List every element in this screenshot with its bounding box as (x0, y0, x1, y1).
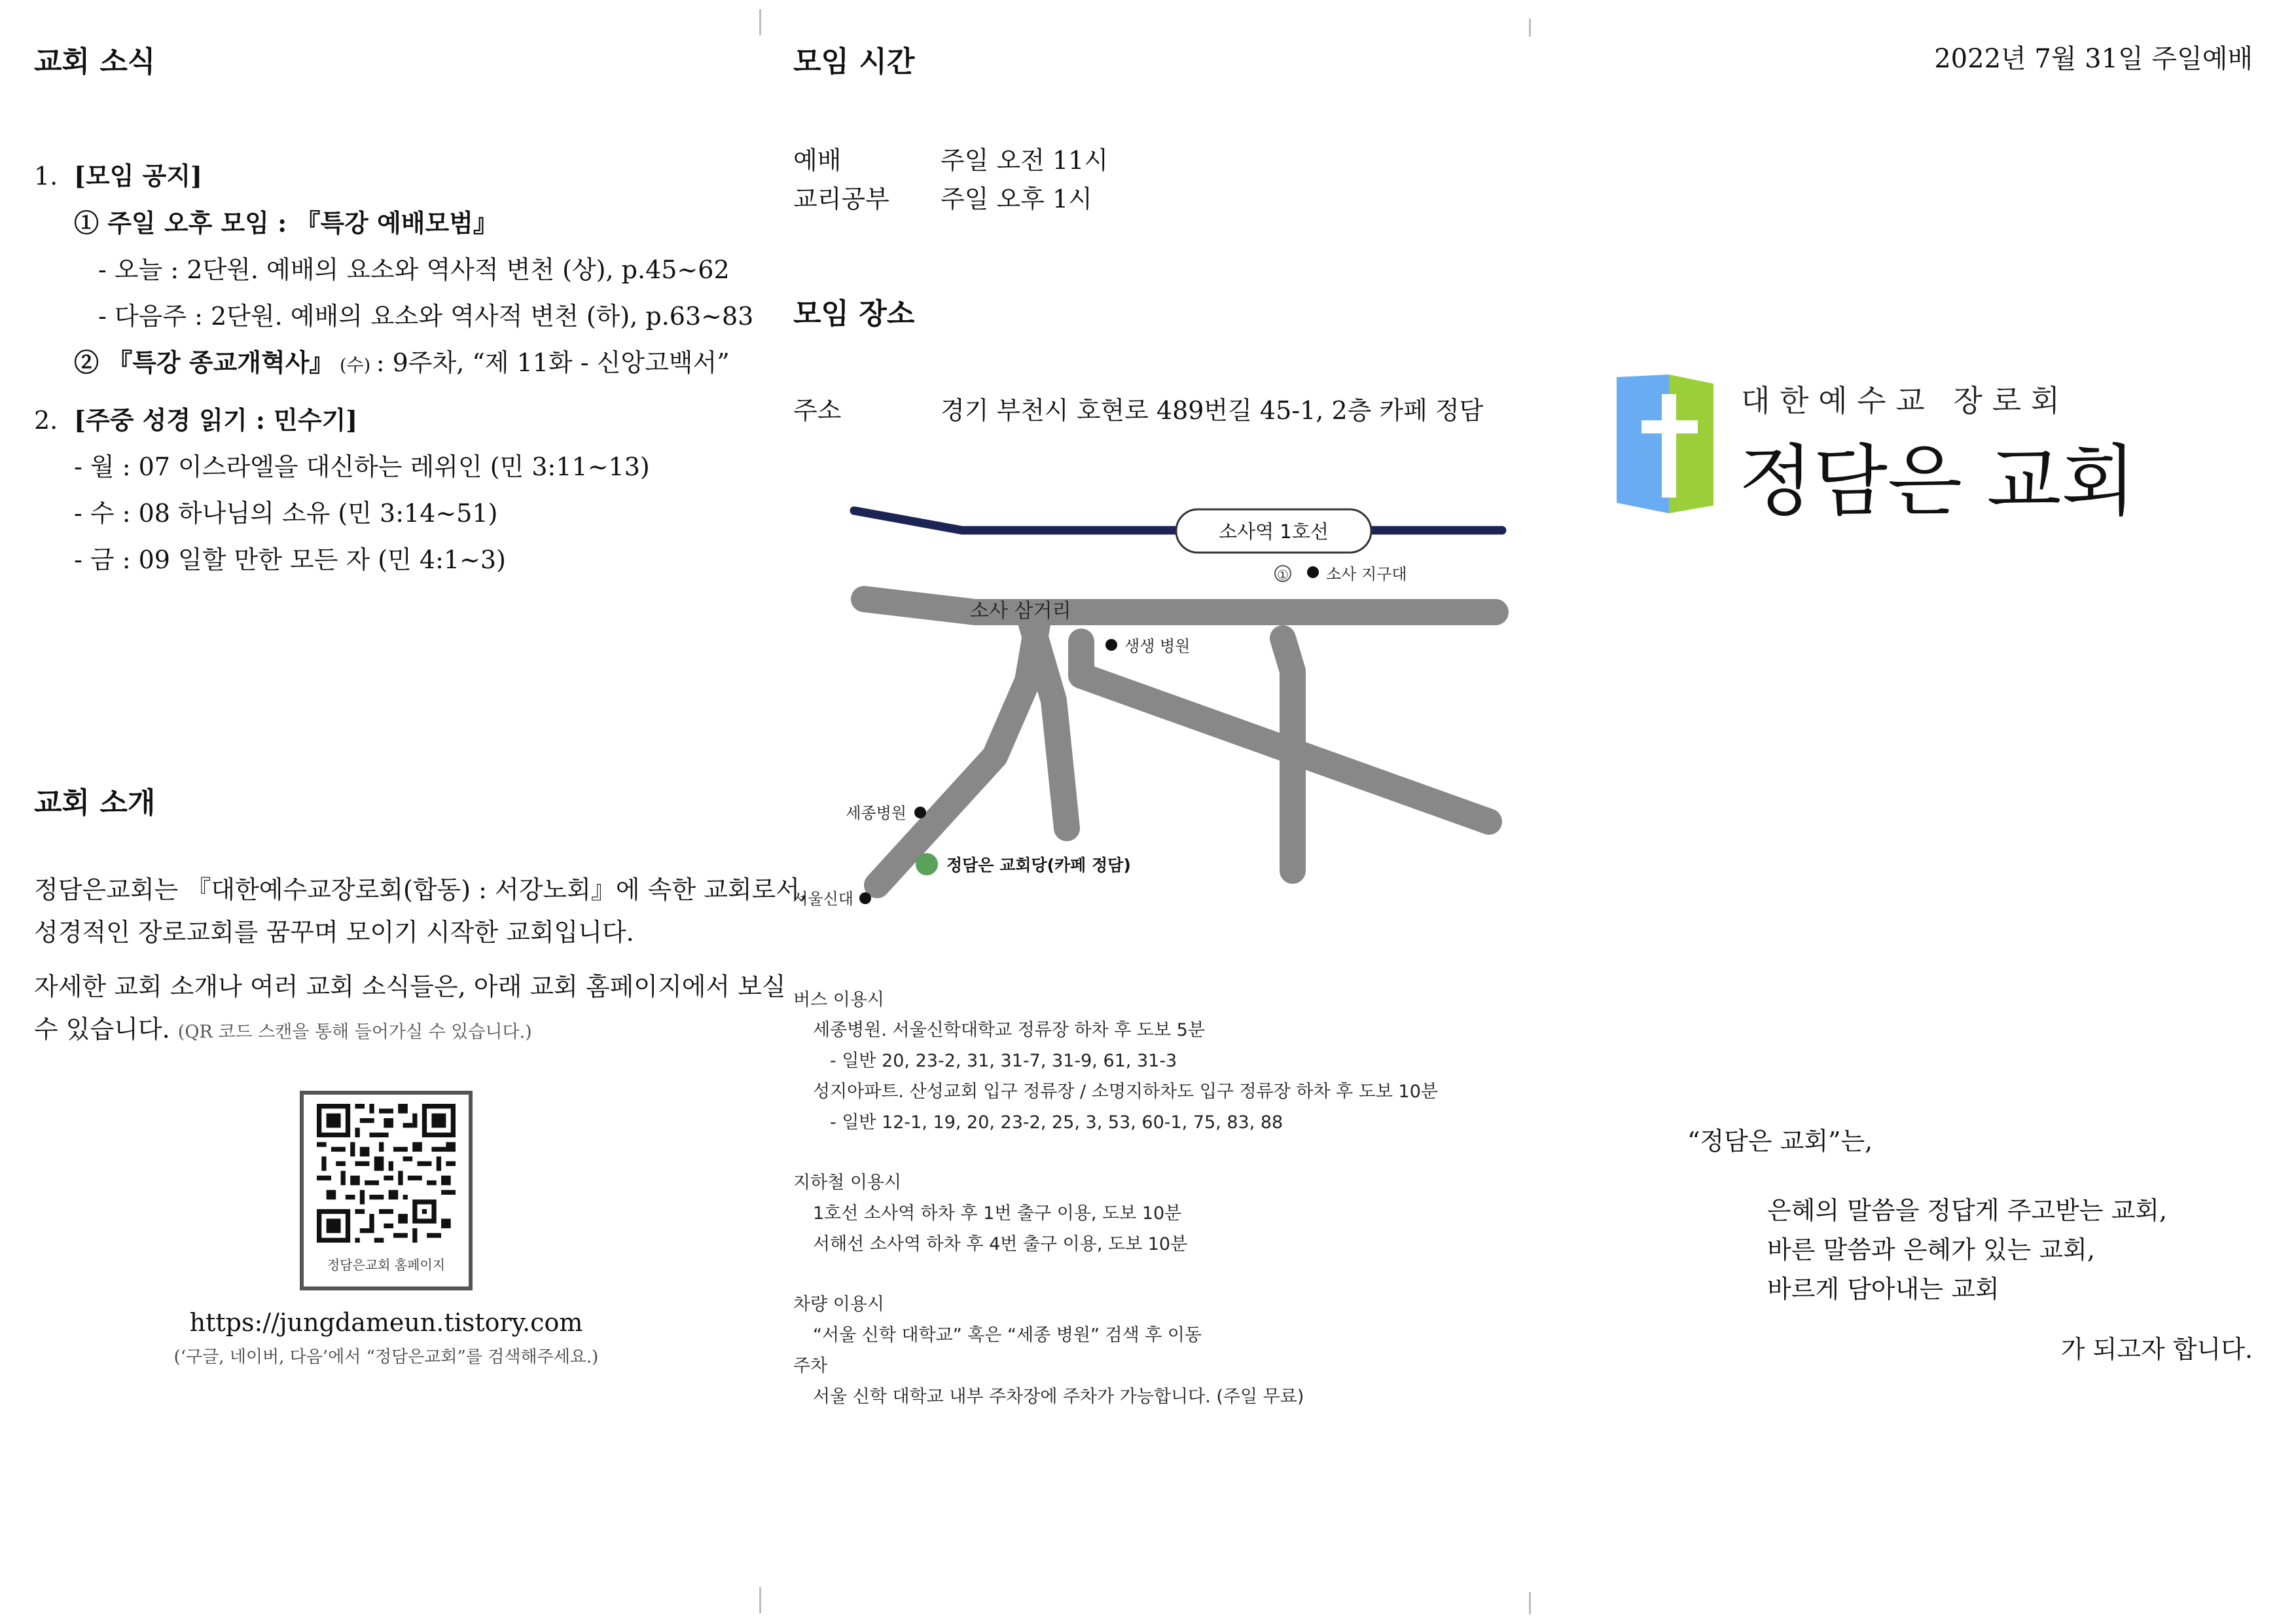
intro-paragraph-1-line-1: 정담은교회는 『대한예수교장로회(합동) : 서강노회』에 속한 교회로서, (34, 875, 808, 904)
worship-time-value: 주일 오전 11시 (941, 146, 1109, 175)
location-map (785, 484, 1538, 917)
catechism-time-label: 교리공부 (793, 185, 889, 213)
news-item-1-sub-1: ① 주일 오후 모임 : 『특강 예배모범』 (74, 208, 498, 238)
church-location-label: 정담은 교회당(카페 정담) (946, 856, 1131, 875)
qr-scan-note: (QR 코드 스캔을 통해 들어가실 수 있습니다.) (177, 1022, 532, 1042)
road-east (1283, 638, 1293, 871)
motto-closing: 가 되고자 합니다. (2060, 1335, 2253, 1364)
worship-time-label: 예배 (793, 146, 842, 175)
seoul-univ-label: 서울신대 (793, 890, 853, 908)
bus-line-1: 세종병원. 서울신학대학교 정류장 하차 후 도보 5분 (813, 1020, 1205, 1040)
hospital-label: 생생 병원 (1124, 637, 1191, 655)
sejong-dot (914, 807, 926, 818)
exit-number-label: ① (1277, 567, 1289, 583)
fold-mark-bottom-2 (1529, 1592, 1531, 1614)
parking-heading: 주차 (793, 1356, 828, 1376)
subway-heading: 지하철 이용시 (793, 1173, 902, 1193)
reformation-lecture-title: ② 『특강 종교개혁사』 (74, 348, 334, 377)
news-item-1-sub-2 (74, 350, 730, 375)
bus-heading: 버스 이용시 (793, 990, 884, 1010)
car-line: “서울 신학 대학교” 혹은 “세종 병원” 검색 후 이동 (813, 1325, 1202, 1345)
church-name: 정담은 교회 (1738, 436, 2136, 526)
catechism-time-value: 주일 오후 1시 (941, 185, 1092, 213)
road-south (1031, 622, 1067, 828)
car-heading: 차량 이용시 (793, 1294, 884, 1315)
bible-reading-friday: - 금 : 09 일할 만한 모든 자 (민 4:1~3) (74, 545, 506, 574)
motto-line-3: 바르게 담아내는 교회 (1767, 1275, 2000, 1304)
bus-line-4: - 일반 12-1, 19, 20, 23-2, 25, 3, 53, 60-1, 75, 83, 88 (830, 1112, 1283, 1133)
police-dot (1307, 566, 1319, 578)
intro-paragraph-1-line-2: 성경적인 장로교회를 꿈꾸며 모이기 시작한 교회입니다. (34, 918, 634, 947)
homepage-search-note: (‘구글, 네이버, 다음’에서 “정담은교회”를 검색해주세요.) (173, 1347, 599, 1367)
news-item-1-title: [모임 공지] (74, 161, 203, 191)
reformation-lecture-detail: : 9주차, “제 11화 - 신앙고백서” (376, 348, 730, 377)
intro-paragraph-2-line-1: 자세한 교회 소개나 여러 교회 소식들은, 아래 교회 홈페이지에서 보실 (34, 972, 786, 1001)
qr-code-frame[interactable] (300, 1091, 473, 1290)
seoul-univ-dot (859, 892, 871, 904)
news-heading: 교회 소식 (34, 45, 156, 79)
cross-logo-icon (1617, 374, 1715, 513)
road-south-west (877, 624, 1037, 885)
road-main (864, 599, 1496, 612)
news-item-2-title: [주중 성경 읽기 : 민수기] (74, 405, 358, 435)
news-item-1-sub-1-next: - 다음주 : 2단원. 예배의 요소와 역사적 변천 (하), p.63~83 (98, 302, 754, 331)
motto-opening: “정담은 교회”는, (1687, 1127, 1873, 1156)
hospital-dot (1105, 639, 1117, 651)
church-location-dot (916, 853, 938, 875)
bible-reading-monday: - 월 : 07 이스라엘을 대신하는 레위인 (민 3:11~13) (74, 452, 650, 481)
intro-heading: 교회 소개 (34, 786, 156, 820)
service-date: 2022년 7월 31일 주일예배 (1934, 44, 2253, 74)
news-item-1-sub-1-today: - 오늘 : 2단원. 예배의 요소와 역사적 변천 (상), p.45~62 (98, 255, 730, 284)
place-heading: 모임 장소 (793, 297, 915, 331)
address-value: 경기 부천시 호현로 489번길 45-1, 2층 카페 정담 (941, 396, 1484, 425)
motto-line-1: 은혜의 말씀을 정답게 주고받는 교회, (1767, 1196, 2168, 1225)
intro-paragraph-2-line-2 (34, 1017, 532, 1042)
bible-reading-wednesday: - 수 : 08 하나님의 소유 (민 3:14~51) (74, 499, 498, 528)
subway-line-2: 서해선 소사역 하차 후 4번 출구 이용, 도보 10분 (813, 1234, 1188, 1254)
fold-mark-top-2 (1529, 18, 1531, 37)
qr-code-icon[interactable] (317, 1104, 456, 1243)
denomination-label: 대 한 예 수 교 장 로 회 (1741, 383, 2060, 418)
news-item-1-number: 1. (34, 162, 58, 191)
motto-line-2: 바른 말씀과 은혜가 있는 교회, (1767, 1235, 2095, 1264)
station-label: 소사역 1호선 (1219, 520, 1329, 543)
address-label: 주소 (793, 396, 842, 425)
homepage-url[interactable]: https://jungdameun.tistory.com (189, 1308, 583, 1337)
police-label: 소사 지구대 (1326, 565, 1407, 583)
subway-line-1: 1호선 소사역 하차 후 1번 출구 이용, 도보 10분 (813, 1203, 1182, 1224)
bus-line-3: 성지아파트. 산성교회 입구 정류장 / 소명지하차도 입구 정류장 하차 후 도보 10분 (813, 1082, 1438, 1102)
news-item-2-number: 2. (34, 406, 58, 435)
weekday-note: (수) (334, 356, 376, 376)
qr-caption: 정담은교회 홈페이지 (327, 1257, 446, 1273)
bus-line-2: - 일반 20, 23-2, 31, 31-7, 31-9, 61, 31-3 (830, 1051, 1177, 1071)
time-heading: 모임 시간 (793, 45, 915, 79)
junction-label: 소사 삼거리 (970, 600, 1071, 623)
fold-mark-bottom-1 (759, 1587, 761, 1613)
parking-line: 서울 신학 대학교 내부 주차장에 주차가 가능합니다. (주일 무료) (813, 1387, 1304, 1407)
fold-mark-top-1 (759, 9, 761, 35)
sejong-label: 세종병원 (846, 804, 906, 822)
intro-paragraph-2-text: 수 있습니다. (34, 1015, 170, 1044)
